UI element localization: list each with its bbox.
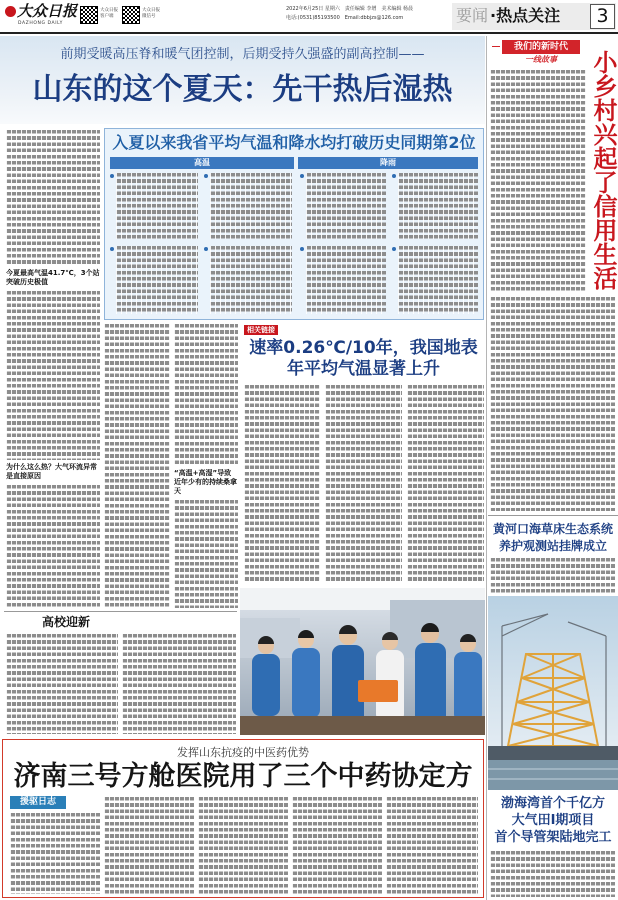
bullet-icon (204, 247, 208, 251)
tcm-body-text (386, 797, 478, 894)
rain-label: 降雨 (298, 157, 478, 169)
lead-body-text (174, 500, 238, 608)
lead-subhead-1: 今夏最高气温41.7℃，3个站突破历史极值 (6, 269, 100, 286)
tcm-body-text (104, 797, 194, 894)
contact-line: 电话:(0531)85193500 Email:dbbjzs@126.com (286, 15, 404, 21)
lead-body-text (6, 291, 100, 460)
bullet-icon (204, 174, 208, 178)
logo-mark (5, 6, 16, 17)
masthead-rule (0, 32, 618, 34)
series-banner-sub: 一线故事 (525, 55, 557, 64)
tcm-body-text (292, 797, 382, 894)
heat-bullet-text (210, 246, 292, 314)
lead-body-text (104, 324, 170, 608)
heat-label: 高温 (110, 157, 294, 169)
related-headline-2: 年平均气温显著上升 (287, 359, 440, 379)
photo-caption-text (6, 634, 118, 734)
tcm-kicker: 发挥山东抗疫的中医药优势 (177, 746, 309, 759)
bullet-icon (300, 247, 304, 251)
date-line: 2022年6月25日 星期六 责任编辑 李增 美术编辑 杨晨 (286, 6, 414, 12)
wechat-qr-code (122, 6, 140, 24)
gasfield-headline-1: 渤海湾首个千亿方 (500, 796, 605, 811)
related-headline-1: 速率0.26℃/10年，我国地表 (249, 338, 478, 358)
lead-kicker: 前期受暖高压脊和暖气团控制，后期受持久强盛的副高控制—— (60, 47, 425, 62)
section-rule (4, 611, 237, 612)
related-body-text (325, 385, 402, 582)
bullet-icon (392, 247, 396, 251)
seagrass-headline-1: 黄河口海草床生态系统 (492, 522, 613, 536)
app-qr-code (80, 6, 98, 24)
page-number: 3 (590, 4, 615, 29)
rain-bullet-text (398, 246, 478, 314)
photo-caption-text (122, 634, 236, 734)
infographic-title: 入夏以来我省平均气温和降水均打破历史同期第2位 (112, 133, 476, 152)
lead-subhead-3: “高温+高湿”导致近年少有的持续桑拿天 (174, 469, 237, 495)
column-divider (486, 36, 487, 900)
lead-body-text (174, 324, 238, 466)
lead-body-text (6, 485, 100, 608)
series-banner: 我们的新时代 (502, 40, 580, 54)
seagrass-body-text (490, 558, 615, 593)
rural-headline: 小乡村兴起了信用生活 (589, 50, 617, 290)
bullet-icon (392, 174, 396, 178)
tcm-tag: 援驱日志 (10, 796, 66, 809)
bullet-icon (110, 247, 114, 251)
tcm-headline: 济南三号方舱医院用了三个中药协定方 (13, 761, 473, 792)
gasfield-headline-2: 大气田Ⅰ期项目 (511, 813, 595, 828)
volunteers-photo (240, 588, 485, 735)
section-name: 要闻 (456, 6, 489, 25)
heat-bullet-text (210, 173, 292, 239)
lead-headline: 山东的这个夏天：先干热后湿热 (32, 72, 453, 107)
bullet-icon (300, 174, 304, 178)
newspaper-logo-en: DAZHONG DAILY (18, 21, 64, 26)
rural-body-text (490, 297, 615, 511)
newspaper-logo: 大众日报 (17, 2, 78, 20)
seagrass-headline-2: 养护观测站挂牌成立 (498, 539, 607, 553)
subsection-name: ·热点关注 (490, 6, 561, 25)
rain-bullet-text (306, 173, 386, 239)
bullet-icon (110, 174, 114, 178)
heat-bullet-text (116, 246, 198, 314)
lead-subhead-2: 为什么这么热？大气环流异常是直接原因 (6, 463, 97, 480)
gasfield-body-text (490, 851, 615, 897)
section-rule (488, 515, 618, 516)
tcm-body-text (198, 797, 288, 894)
gasfield-photo (488, 596, 618, 790)
related-tag: 相关链接 (244, 325, 278, 335)
related-body-text (244, 385, 320, 582)
wechat-qr-caption: 大众日报微信号 (142, 8, 160, 19)
heat-bullet-text (116, 173, 198, 239)
rain-bullet-text (306, 246, 386, 314)
app-qr-caption: 大众日报客户端 (100, 8, 118, 19)
gasfield-headline-3: 首个导管架陆地完工 (494, 830, 612, 845)
photo-story-heading: 高校迎新 (42, 615, 91, 629)
series-banner-line (492, 46, 500, 47)
rain-bullet-text (398, 173, 478, 239)
lead-body-text (6, 130, 100, 266)
tcm-body-text (10, 813, 100, 894)
rural-body-text (490, 70, 586, 292)
related-body-text (407, 385, 484, 582)
